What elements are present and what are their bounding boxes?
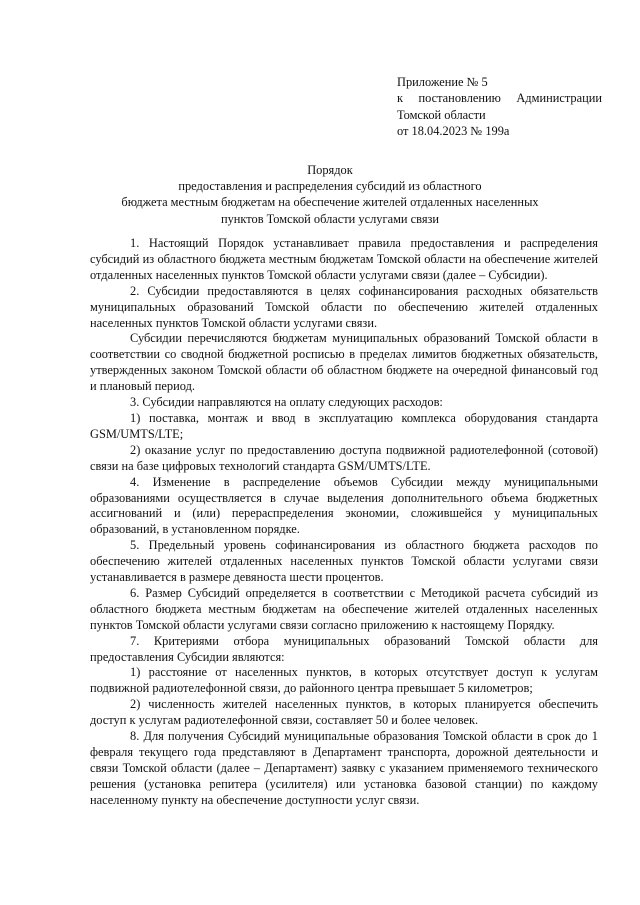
- annex-number: Приложение № 5: [397, 75, 488, 89]
- paragraph-9: 6. Размер Субсидий определяется в соответствии с Методикой расчета субсидий из областного бюджета местным бюджетам на обеспечение жителей отдаленных населенных пунктов Томской области услугами связи согласно приложению к настоящему Порядку.: [90, 585, 598, 632]
- paragraph-3: Субсидии перечисляются бюджетам муниципальных образований Томской области в соответствии со сводной бюджетной росписью в пределах лимитов бюджетных обязательств, утвержденных законом Томской области об областном бюджете на очередной финансовый год и плановый период.: [90, 331, 598, 394]
- document-body: [90, 236, 598, 809]
- paragraph-11: 1) расстояние от населенных пунктов, в которых отсутствует доступ к услугам подвижной радиотелефонной связи, до районного центра превышает 5 километров;: [90, 665, 598, 696]
- annex-date: от 18.04.2023 № 199а: [397, 124, 510, 139]
- paragraph-7: 4. Изменение в распределение объемов Субсидии между муниципальными образованиями осуществляется в случае выделения дополнительного объема бюджетных ассигнований и (или) перераспределения экономии, сложившейся у муниципальных образований, в установленном порядке.: [90, 474, 598, 537]
- title-line-3: бюджета местным бюджетам на обеспечение жителей отдаленных населенных: [121, 195, 539, 210]
- title-line-1: Порядок: [307, 163, 353, 177]
- paragraph-1: 1. Настоящий Порядок устанавливает правила предоставления и распределения субсидий из областного бюджета местным бюджетам Томской области на обеспечение жителей отдаленных населенных пунктов Томской области услугами связи (далее – Субсидии).: [90, 236, 598, 282]
- title-line-2: предоставления и распределения субсидий из областного: [178, 179, 482, 194]
- annex-region: Томской области: [397, 107, 486, 122]
- paragraph-13: 8. Для получения Субсидий муниципальные образования Томской области в срок до 1 февраля текущего года представляют в Департамент транспорта, дорожной деятельности и связи Томской области (далее – Департамент) заявку с указанием применяемого технического решения (установка репитера (усилителя) или установка базовой станции) по каждому населенному пункту на обеспечение доступности услуг связи.: [90, 729, 598, 807]
- document-title: [60, 162, 600, 227]
- annex-resolution-line: [397, 90, 602, 106]
- annex-block: [397, 74, 602, 140]
- paragraph-5: 1) поставка, монтаж и ввод в эксплуатацию комплекса оборудования стандарта GSM/UMTS/LTE;: [90, 410, 598, 441]
- paragraph-12: 2) численность жителей населенных пунктов, в которых планируется обеспечить доступ к услугам радиотелефонной связи, составляет 50 и более человек.: [90, 697, 598, 728]
- annex-administration: Администрации: [516, 91, 602, 106]
- paragraph-8: 5. Предельный уровень софинансирования из областного бюджета расходов по обеспечению жителей отдаленных населенных пунктов Томской области услугами связи устанавливается в размере девяноста шести процентов.: [90, 538, 598, 585]
- paragraph-10: 7. Критериями отбора муниципальных образований Томской области для предоставления Субсидии являются:: [90, 633, 598, 664]
- title-line-4: пунктов Томской области услугами связи: [220, 211, 440, 226]
- paragraph-4: 3. Субсидии направляются на оплату следующих расходов:: [130, 395, 443, 410]
- paragraph-2: 2. Субсидии предоставляются в целях софинансирования расходных обязательств муниципальных образований Томской области по обеспечению жителей отдаленных населенных пунктов Томской области услугами связи.: [90, 283, 598, 330]
- paragraph-6: 2) оказание услуг по предоставлению доступа подвижной радиотелефонной (сотовой) связи на базе цифровых технологий стандарта GSM/UMTS/LTE.: [90, 442, 598, 473]
- annex-preposition: к: [397, 91, 404, 106]
- annex-resolution-word: постановлению: [418, 91, 501, 106]
